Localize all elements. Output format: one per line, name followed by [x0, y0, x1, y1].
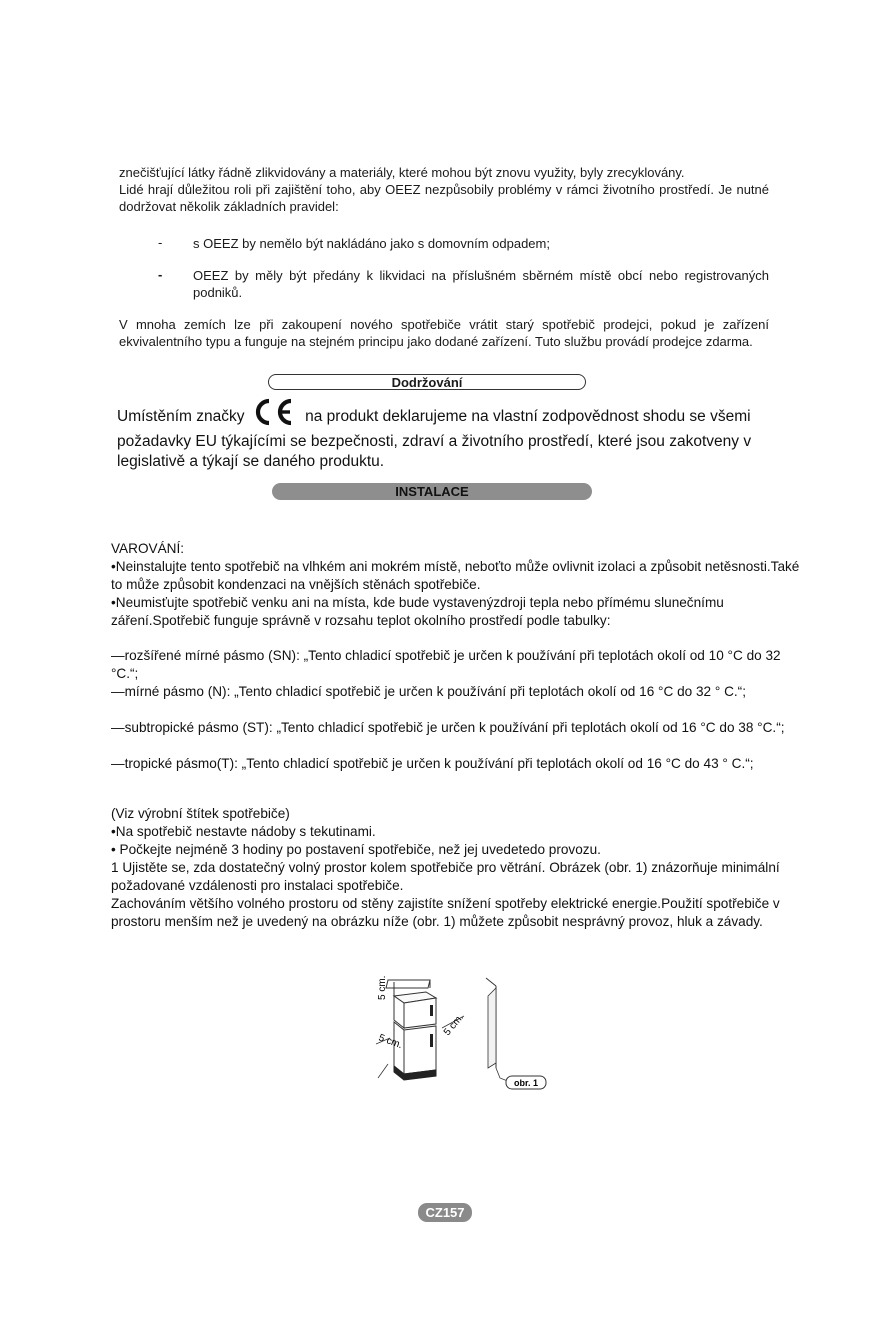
climate-class-n: —mírné pásmo (N): „Tento chladicí spotřebič je určen k používání při teplotách okolí od 16 °C do 32 ° C.“;	[111, 684, 746, 699]
clearance-left-label: 5 cm.	[376, 1032, 404, 1052]
fridge-illustration	[370, 968, 550, 1093]
note-ventilation: 1 Ujistěte se, zda dostatečný volný prostor kolem spotřebiče pro větrání. Obrázek (obr. 1) znázorňuje minimální požadované vzdálenosti pro instalaci spotřebiče.	[111, 860, 780, 893]
section-compliance-heading: Dodržování	[268, 374, 586, 390]
figure-caption: obr. 1	[513, 1078, 539, 1088]
clearance-figure	[370, 968, 550, 1093]
rule-marker-1: -	[158, 235, 163, 250]
note-energy: Zachováním většího volného prostoru od stěny zajistíte snížení spotřeby elektrické energie.Použití spotřebiče v prostoru menším než je uvedený na obrázku níže (obr. 1) můžete způsobit nesprávný provoz, hluk a závady.	[111, 896, 780, 929]
ce-text-before: Umístěním značky	[117, 408, 245, 425]
return-note: V mnoha zemích lze při zakoupení nového spotřebiče vrátit starý spotřebič prodejci, pokud je zařízení ekvivalentního typu a funguje na stejném principu jako dodané zařízení. Tuto službu provádí prodejce zdarma.	[119, 317, 769, 349]
note-rating-plate: (Viz výrobní štítek spotřebiče)	[111, 806, 290, 821]
rule-marker-2: -	[158, 267, 163, 282]
climate-class-sn: —rozšířené mírné pásmo (SN): „Tento chladicí spotřebič je určen k používání při teplotách okolí od 10 °C do 32 °C.“;	[111, 648, 781, 681]
intro-paragraph	[119, 164, 769, 215]
section-install-heading: INSTALACE	[272, 483, 592, 500]
rule-text-2: OEEZ by měly být předány k likvidaci na příslušném sběrném místě obcí nebo registrovaných podniků.	[193, 268, 769, 300]
clearance-right-label: 5 cm.	[441, 1012, 467, 1038]
clearance-top-label: 5 cm.	[377, 975, 388, 1000]
note-no-liquids: •Na spotřebič nestavte nádoby s tekutinami.	[111, 824, 376, 839]
ce-declaration	[117, 398, 777, 472]
note-wait-hours: • Počkejte nejméně 3 hodiny po postavení spotřebiče, než jej uvedetedo provozu.	[111, 842, 601, 857]
ce-text-after: na produkt deklarujeme na vlastní zodpovědnost shodu se všemi požadavky EU týkajícími se bezpečnosti, zdraví a životního prostředí, které jsou zakotveny v legislativě a týkají se daného produktu.	[117, 408, 752, 470]
warning-paragraph-1: •Neinstalujte tento spotřebič na vlhkém ani mokrém místě, neboťto může ovlivnit izolaci a způsobit netěsnosti.Také to může způsobit kondenzaci na vnějších stěnách spotřebiče.	[111, 559, 800, 592]
rule-text-1: s OEEZ by nemělo být nakládáno jako s domovním odpadem;	[193, 236, 550, 251]
warning-title: VAROVÁNÍ:	[111, 541, 185, 556]
page-number-badge: CZ157	[418, 1203, 472, 1222]
climate-class-t: —tropické pásmo(T): „Tento chladicí spotřebič je určen k používání při teplotách okolí od 16 °C do 43 ° C.“;	[111, 756, 754, 771]
ce-mark-icon	[251, 398, 295, 432]
warning-paragraph-2: •Neumisťujte spotřebič venku ani na místa, kde bude vystavenýzdroji tepla nebo přímému slunečnímu záření.Spotřebič funguje správně v rozsahu teplot okolního prostředí podle tabulky:	[111, 595, 724, 628]
intro-line-2: Lidé hrají důležitou roli při zajištění toho, aby OEEZ nezpůsobily problémy v rámci životního prostředí. Je nutné dodržovat několik základních pravidel:	[119, 182, 769, 214]
climate-class-st: —subtropické pásmo (ST): „Tento chladicí spotřebič je určen k používání při teplotách okolí od 16 °C do 38 °C.“;	[111, 720, 785, 735]
intro-line-1: znečišťující látky řádně zlikvidovány a materiály, které mohou být znovu využity, byly zrecyklovány.	[119, 165, 685, 180]
